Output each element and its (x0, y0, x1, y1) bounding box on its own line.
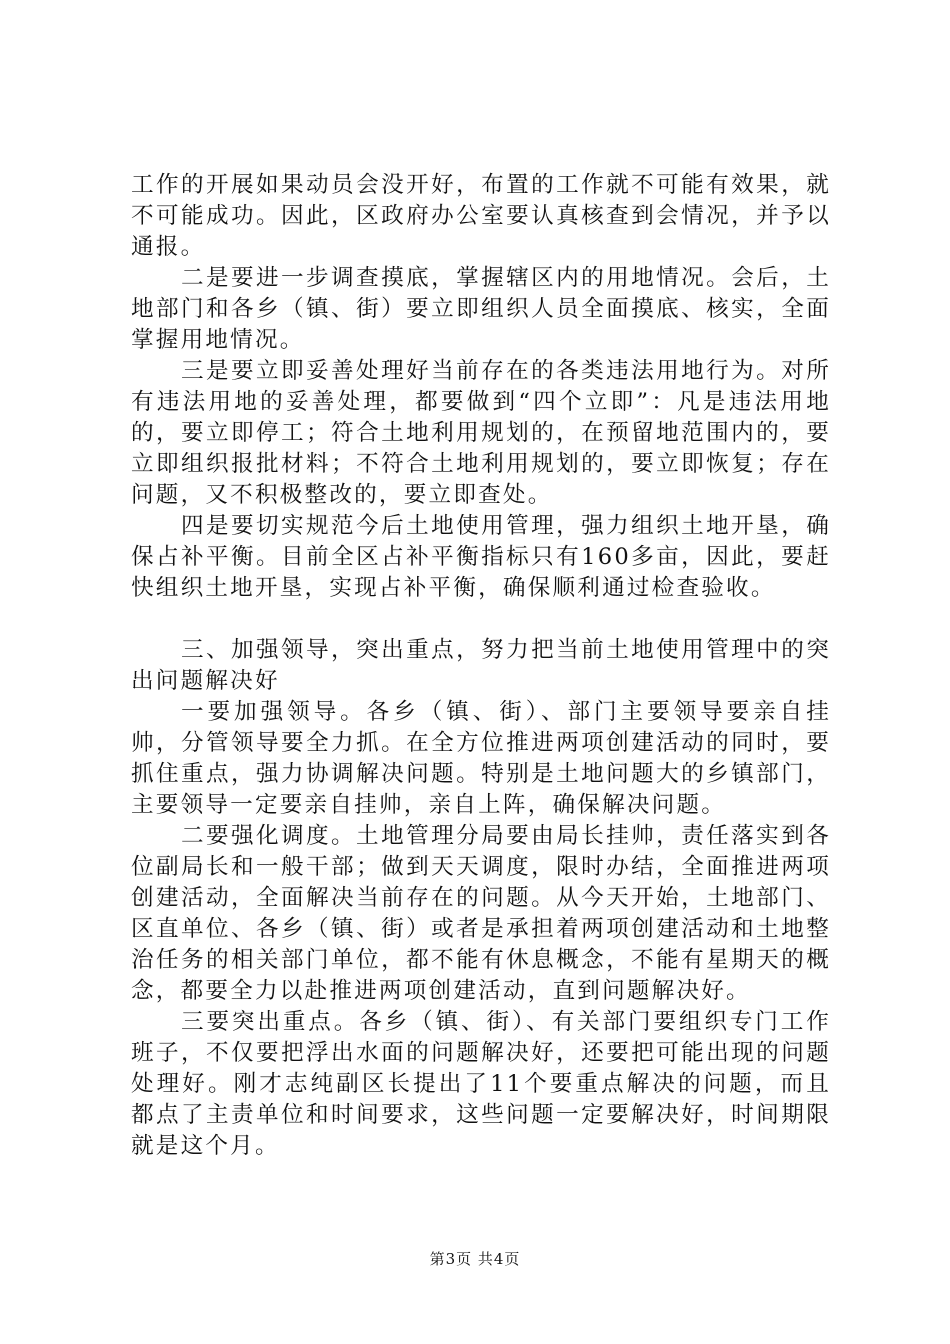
paragraph-strengthen-scheduling: 二要强化调度。土地管理分局要由局长挂帅，责任落实到各位副局长和一般干部；做到天天调度，限时办结，全面推进两项创建活动，全面解决当前存在的问题。从今天开始，土地部门、区直单位、各乡（镇、街）或者是承担着两项创建活动和土地整治任务的相关部门单位，都不能有休息概念，不能有星期天的概念，都要全力以赴推进两项创建活动，直到问题解决好。 (131, 823, 831, 1004)
section-heading: 三、加强领导，突出重点，努力把当前土地使用管理中的突出问题解决好 (131, 637, 831, 694)
paragraph-highlight-priorities: 三要突出重点。各乡（镇、街）、有关部门要组织专门工作班子，不仅要把浮出水面的问题解决好，还要把可能出现的问题处理好。刚才志纯副区长提出了11个要重点解决的问题，而且都点了主责单位和时间要求，这些问题一定要解决好，时间期限就是这个月。 (131, 1009, 831, 1159)
paragraph-continuation: 工作的开展如果动员会没开好，布置的工作就不可能有效果，就不可能成功。因此，区政府办公室要认真核查到会情况，并予以通报。 (131, 172, 831, 260)
paragraph-strengthen-leadership: 一要加强领导。各乡（镇、街）、部门主要领导要亲自挂帅，分管领导要全力抓。在全方位推进两项创建活动的同时，要抓住重点，强力协调解决问题。特别是土地问题大的乡镇部门，主要领导一定要亲自挂帅，亲自上阵，确保解决问题。 (131, 699, 831, 818)
paragraph-item-4: 四是要切实规范今后土地使用管理，强力组织土地开垦，确保占补平衡。目前全区占补平衡指标只有160多亩，因此，要赶快组织土地开垦，实现占补平衡，确保顺利通过检查验收。 (131, 513, 831, 601)
page-number-footer: 第3页 共4页 (429, 1250, 521, 1268)
paragraph-item-2: 二是要进一步调查摸底，掌握辖区内的用地情况。会后，土地部门和各乡（镇、街）要立即组织人员全面摸底、核实，全面掌握用地情况。 (131, 265, 831, 353)
paragraph-item-3: 三是要立即妥善处理好当前存在的各类违法用地行为。对所有违法用地的妥善处理，都要做到“四个立即”：凡是违法用地的，要立即停工；符合土地利用规划的，在预留地范围内的，要立即组织报批材料；不符合土地利用规划的，要立即恢复；存在问题，又不积极整改的，要立即查处。 (131, 358, 831, 508)
document-body (131, 170, 831, 1162)
